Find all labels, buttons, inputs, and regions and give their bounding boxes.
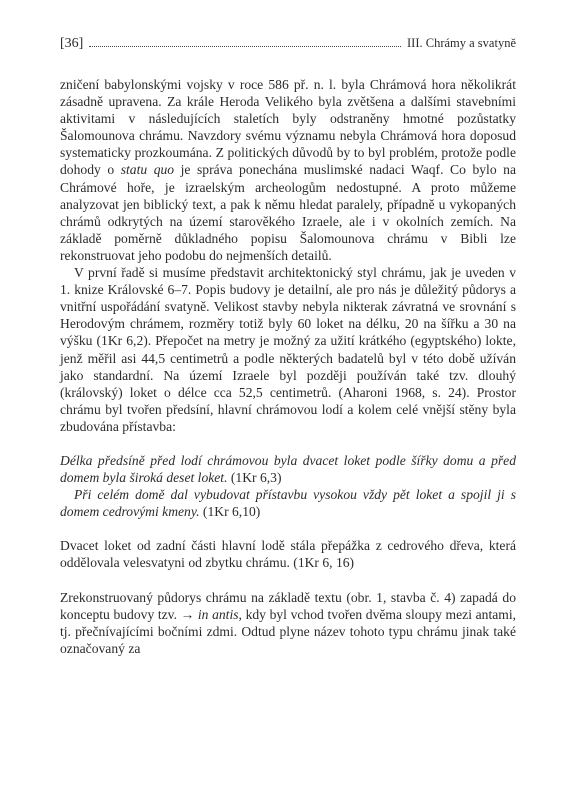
spacer	[60, 520, 516, 537]
term-in-antis: in antis	[197, 606, 239, 622]
chapter-title: III. Chrámy a svatyně	[407, 36, 516, 50]
paragraph-3: Dvacet loket od zadní části hlavní lodě stála přepážka z cedrového dřeva, která oddělovala velesvatyni od zbytku chrámu. (1Kr 6, 16)	[60, 538, 516, 571]
term-statu-quo: statu quo	[120, 162, 175, 178]
paragraph-1: zničení babylonskými vojsky v roce 586 př. n. l. byla Chrámová hora několikrát zásadně upravena. Za krále Heroda Velikého byla zvětšena a dalšími stavebními aktivitami v následujících staletích byly odstraněny hmotné pozůstatky Šalomounova chrámu. Navzdory svému významu nebyla Chrámová hora doposud systematicky prozkoumána. Z politických důvodů by to byl problém, protože podle dohody o statu quo je správa ponechána muslimské nadaci Waqf. Co bylo na Chrámové hoře, je izraelským archeologům nedostupné. A proto můžeme analyzovat jen biblický text, a pak k němu hledat paralely, případně u vykopaných chrámů odkrytých na území starověkého Izraele, ale i v okolních zemích. Na základě poměrně důkladného popisu Šalomounova chrámu v Bibli lze rekonstruovat jeho podobu do nejmenších detailů.	[60, 77, 516, 263]
quote-1: Délka předsíně před lodí chrámovou byla dvacet loket podle šířky domu a před domem byla široká deset loket. (1Kr 6,3)	[60, 452, 516, 486]
spacer	[60, 435, 516, 452]
spacer	[60, 572, 516, 589]
header-leader-dots	[89, 36, 401, 47]
paragraph-2: V první řadě si musíme představit architektonický styl chrámu, jak je uveden v 1. knize Královské 6–7. Popis budovy je detailní, ale pro nás je důležitý půdorys a vnitřní uspořádání svatyně. Velikost stavby nebyla nikterak závratná ve srovnání s Herodovým chrámem, rozměry totiž byly 60 loket na délku, 20 na šířku a 30 na výšku (1Kr 6,2). Přepočet na metry je možný za užití krátkého (egyptského) lokte, jenž měřil asi 44,5 centimetrů a podle některých badatelů byl v této době užíván jako standardní. Na území Izraele byl později používán také tzv. dlouhý (královský) loket o délce cca 52,5 centimetrů. (Aharoni 1968, s. 24). Prostor chrámu byl tvořen předsíní, hlavní chrámovou lodí a kolem celé vnější stěny byla zbudována přístavba:	[60, 265, 516, 434]
body-text	[60, 76, 516, 657]
running-header	[60, 36, 516, 54]
page-number: [36]	[60, 36, 84, 51]
paragraph-4: Zrekonstruovaný půdorys chrámu na základě textu (obr. 1, stavba č. 4) zapadá do konceptu budovy tzv. → in antis, kdy byl vchod tvořen dvěma sloupy mezi antami, tj. přečnívajícími bočními zdmi. Odtud plyne název tohoto typu chrámu jinak také označovaný za	[60, 589, 516, 656]
quotation-block	[60, 452, 516, 520]
quote-2: Při celém domě dal vybudovat přístavbu vysokou vždy pět loket a spojil ji s domem cedrovými kmeny. (1Kr 6,10)	[60, 487, 516, 520]
arrow-icon: →	[180, 606, 195, 622]
